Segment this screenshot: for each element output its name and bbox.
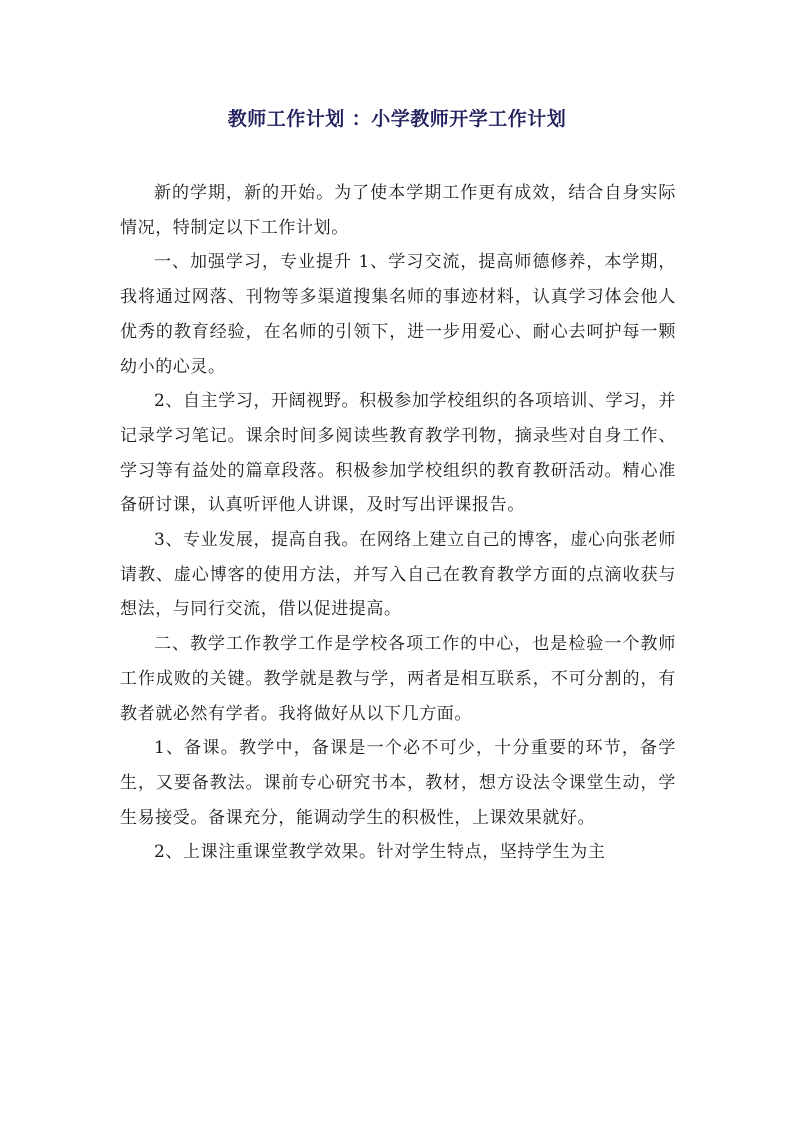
document-title: 教师工作计划 ：小学教师开学工作计划 [227, 108, 567, 130]
paragraph-lesson-prep: 1、备课。教学中，备课是一个必不可少，十分重要的环节，备学生，又要备教法。课前专心研究书本，教材，想方设法令课堂生动，学生易接受。备课充分，能调动学生的积极性，上课效果就好。 [120, 738, 676, 828]
paragraph-professional-development: 3、专业发展，提高自我。在网络上建立自己的博客，虚心向张老师请教、虚心博客的使用方法，并写入自己在教育教学方面的点滴收获与想法，与同行交流，借以促进提高。 [120, 530, 676, 620]
paragraph-self-study: 2、自主学习，开阔视野。积极参加学校组织的各项培训、学习，并记录学习笔记。课余时间多阅读些教育教学刊物，摘录些对自身工作、学习等有益处的篇章段落。积极参加学校组织的教育教研活动。精心准备研讨课，认真听评他人讲课，及时写出评课报告。 [120, 391, 676, 516]
paragraph-classroom: 2、上课注重课堂教学效果。针对学生特点，坚持学生为主 [154, 842, 606, 863]
paragraph-intro: 新的学期，新的开始。为了使本学期工作更有成效，结合自身实际情况，特制定以下工作计划。 [120, 183, 676, 238]
document-body [120, 176, 676, 870]
paragraph-section-1-study: 一、加强学习，专业提升 1、学习交流，提高师德修养，本学期，我将通过网落、刊物等多渠道搜集名师的事迹材料，认真学习体会他人优秀的教育经验，在名师的引领下，进一步用爱心、耐心去呵护每一颗幼小的心灵。 [120, 252, 676, 377]
paragraph-section-2-teaching: 二、教学工作教学工作是学校各项工作的中心，也是检验一个教师工作成败的关键。教学就是教与学，两者是相互联系，不可分割的，有教者就必然有学者。我将做好从以下几方面。 [120, 634, 676, 724]
